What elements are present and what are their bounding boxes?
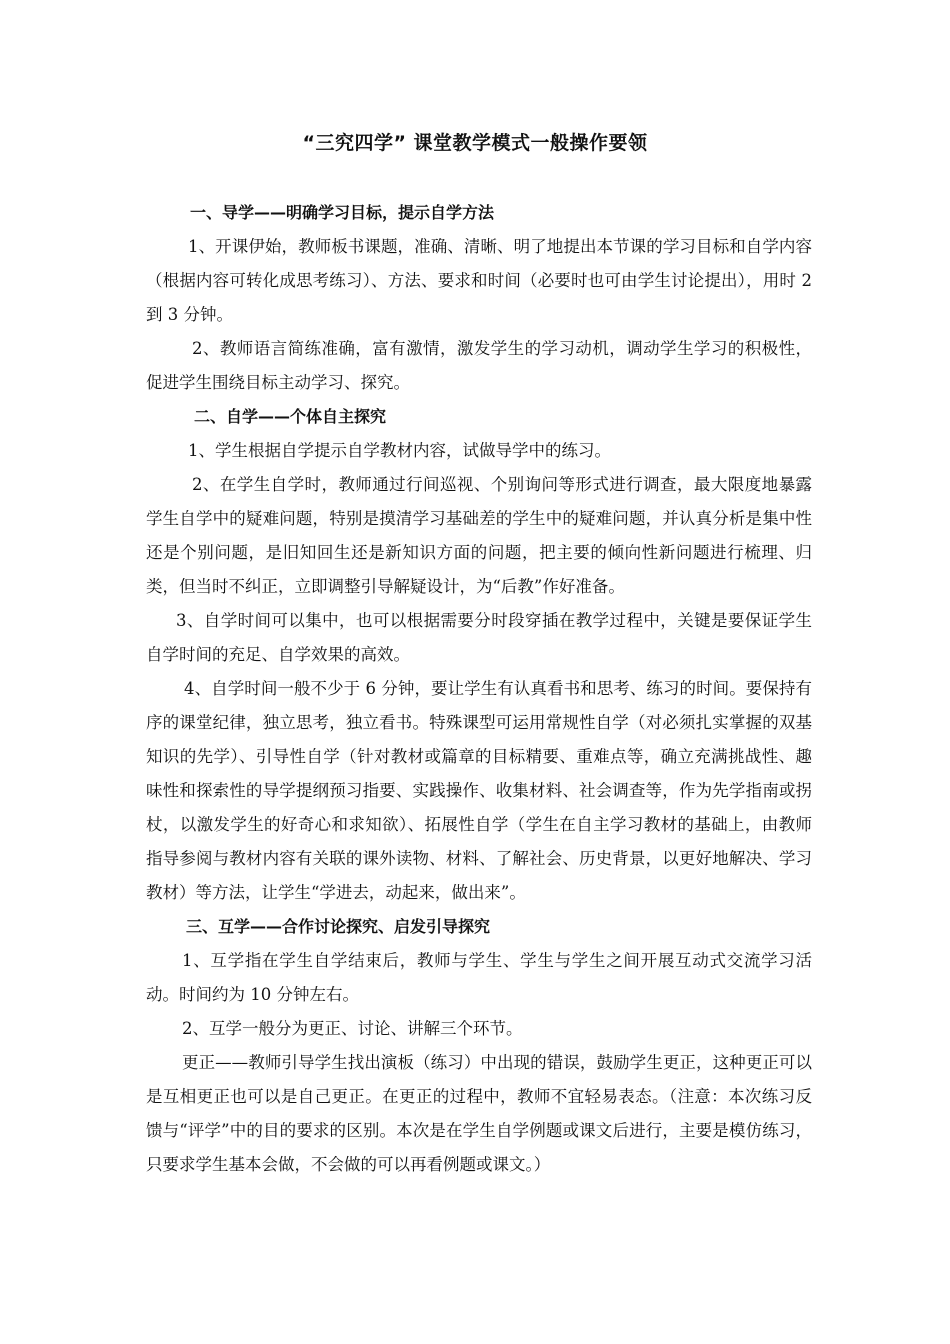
paragraph: 1、互学指在学生自学结束后，教师与学生、学生与学生之间开展互动式交流学习活动。时间约为 10 分钟左右。 [146,951,812,1004]
section-heading-3: 三、互学——合作讨论探究、启发引导探究 [186,917,491,936]
document-body [146,196,812,1182]
paragraph: 2、在学生自学时，教师通过行间巡视、个别询问等形式进行调查，最大限度地暴露学生自学中的疑难问题，特别是摸清学习基础差的学生中的疑难问题，并认真分析是集中性还是个别问题，是旧知回生还是新知识方面的问题，把主要的倾向性新问题进行梳理、归类，但当时不纠正，立即调整引导解疑设计，为“后教”作好准备。 [146,475,812,596]
paragraph: 1、学生根据自学提示自学教材内容，试做导学中的练习。 [188,441,611,460]
document-title: “三究四学” 课堂教学模式一般操作要领 [302,132,648,154]
paragraph: 3、自学时间可以集中，也可以根据需要分时段穿插在教学过程中，关键是要保证学生自学时间的充足、自学效果的高效。 [146,611,812,664]
paragraph: 2、教师语言简练准确，富有激情，激发学生的学习动机，调动学生学习的积极性，促进学生围绕目标主动学习、探究。 [146,339,812,392]
paragraph: 2、互学一般分为更正、讨论、讲解三个环节。 [182,1019,523,1038]
section-heading-1: 一、导学——明确学习目标，提示自学方法 [190,203,495,222]
paragraph: 1、开课伊始，教师板书课题，准确、清晰、明了地提出本节课的学习目标和自学内容（根据内容可转化成思考练习）、方法、要求和时间（必要时也可由学生讨论提出），用时 2 到 3 分钟。 [146,237,812,324]
paragraph: 更正——教师引导学生找出演板（练习）中出现的错误，鼓励学生更正，这种更正可以是互相更正也可以是自己更正。在更正的过程中，教师不宜轻易表态。（注意：本次练习反馈与“评学”中的目的要求的区别。本次是在学生自学例题或课文后进行，主要是模仿练习，只要求学生基本会做，不会做的可以再看例题或课文。） [146,1053,812,1174]
section-heading-2: 二、自学——个体自主探究 [194,407,387,426]
paragraph: 4、自学时间一般不少于 6 分钟，要让学生有认真看书和思考、练习的时间。要保持有序的课堂纪律，独立思考，独立看书。特殊课型可运用常规性自学（对必须扎实掌握的双基知识的先学）、引导性自学（针对教材或篇章的目标精要、重难点等，确立充满挑战性、趣味性和探索性的导学提纲预习指要、实践操作、收集材料、社会调查等，作为先学指南或拐杖，以激发学生的好奇心和求知欲）、拓展性自学（学生在自主学习教材的基础上，由教师指导参阅与教材内容有关联的课外读物、材料、了解社会、历史背景，以更好地解决、学习教材）等方法，让学生“学进去，动起来，做出来”。 [146,679,812,902]
